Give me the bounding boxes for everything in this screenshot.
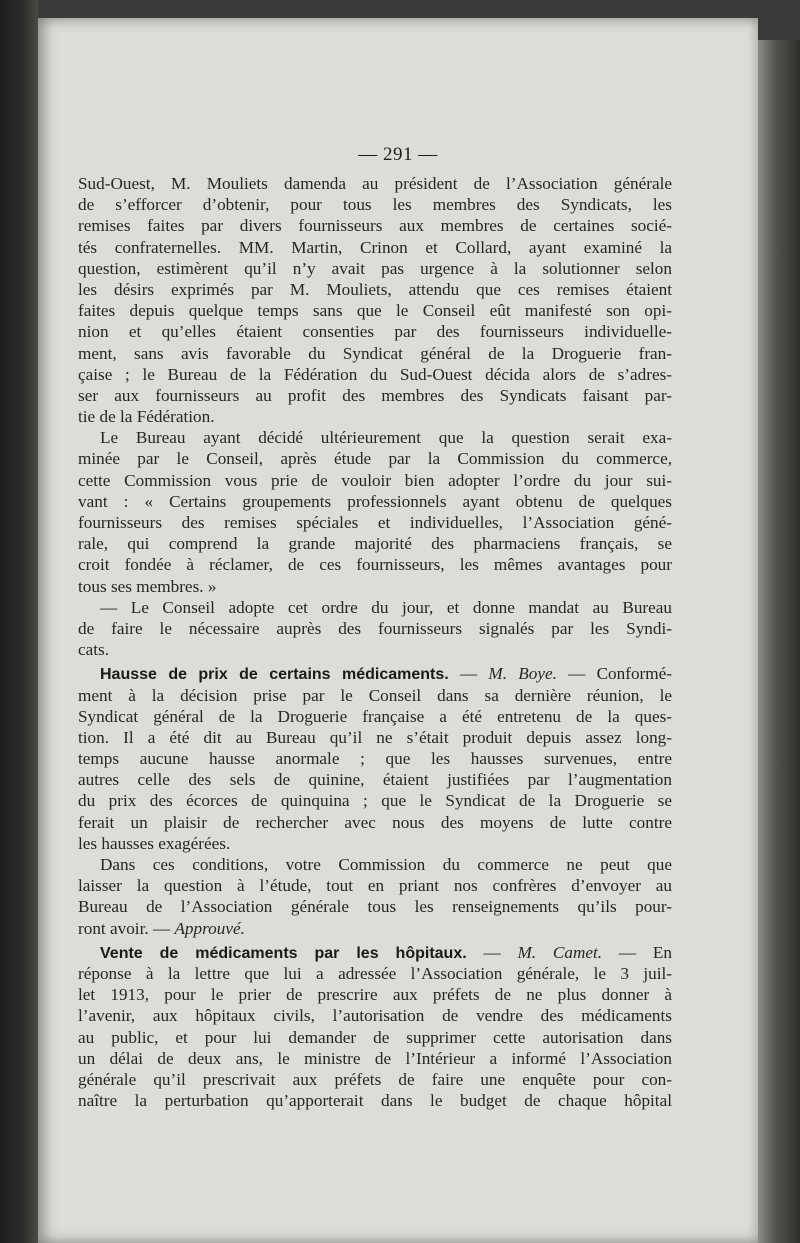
- text-line: de faire le nécessaire auprès des fournisseurs signalés par les Syndi-: [78, 618, 672, 638]
- text-line: fournisseurs des remises spéciales et individuelles, l’Association géné-: [78, 513, 672, 532]
- text-line: Le Bureau ayant décidé ultérieurement que la question serait exa-: [100, 428, 672, 448]
- text-line: croit fondée à réclamer, de ces fournisseurs, les mêmes avantages pour: [78, 555, 672, 575]
- text-line: réponse à la lettre que lui a adressée l’Association générale, le 3 juil-: [78, 963, 672, 983]
- section-vente-hopitaux: [78, 942, 672, 1112]
- text-line: vant : « Certains groupements professionnels ayant obtenu de quelques: [78, 491, 672, 511]
- section-heading: Hausse de prix de certains médicaments.: [100, 666, 449, 684]
- text-line: tie de la Fédération.: [78, 407, 215, 427]
- paragraph: [78, 854, 672, 939]
- text-line: ment à la décision prise par le Conseil dans sa dernière réunion, le: [78, 685, 672, 705]
- text-line: ment, sans avis favorable du Syndicat général de la Droguerie fran-: [78, 343, 672, 363]
- paragraph: [78, 173, 672, 427]
- text-line: tion. Il a été dit au Bureau qu’il ne s’était produit depuis assez long-: [78, 727, 672, 747]
- text-line: autres celle des sels de quinine, étaient justifiées par l’augmentation: [78, 770, 672, 790]
- text-line: temps aucune hausse anormale ; que les hausses survenues, entre: [78, 749, 672, 769]
- section-heading-line: Vente de médicaments par les hôpitaux. — M. Camet. — En: [100, 942, 672, 962]
- text-line: Dans ces conditions, votre Commission du commerce ne peut que: [100, 855, 672, 874]
- text-line: tous ses membres. »: [78, 576, 217, 596]
- paragraph: [78, 597, 672, 661]
- text-line: de s’efforcer d’obtenir, pour tous les membres des Syndicats, les: [78, 195, 672, 215]
- text-line: rale, qui comprend la grande majorité des pharmaciens français, se: [78, 534, 672, 554]
- approval-note: Approuvé.: [174, 918, 245, 938]
- text-fragment: ront avoir. —: [78, 918, 171, 938]
- page-edge-shadow: [758, 40, 800, 1243]
- text-line: remises faites par divers fournisseurs aux membres de certaines socié-: [78, 216, 672, 236]
- text-line: ferait un plaisir de rechercher avec nous des moyens de lutte contre: [78, 812, 672, 832]
- text-line: çaise ; le Bureau de la Fédération du Sud-Ouest décida alors de s’adres-: [78, 364, 672, 384]
- text-line: cats.: [78, 640, 110, 660]
- text-line: nion et qu’elles étaient consenties par des fournisseurs individuelle-: [78, 322, 672, 342]
- section-heading-line: Hausse de prix de certains médicaments. — M. Boye. — Conformé-: [100, 664, 672, 684]
- text-line: Syndicat général de la Droguerie française a été entretenu de la ques-: [78, 706, 672, 726]
- page-sheet: [38, 18, 758, 1243]
- author-name: M. Boye.: [488, 664, 557, 684]
- text-line: Bureau de l’Association générale tous les renseignements qu’ils pour-: [78, 897, 672, 917]
- text-line: ser aux fournisseurs au profit des membres des Syndicats faisant par-: [78, 385, 672, 405]
- text-line: faites depuis quelque temps sans que le Conseil eût manifesté son opi-: [78, 301, 672, 321]
- page-body: [78, 173, 672, 1111]
- page-number: — 291 —: [358, 144, 438, 165]
- text-line: les désirs exprimés par M. Mouliets, attendu que ces remises étaient: [78, 279, 672, 299]
- section-hausse-de-prix: [78, 663, 672, 854]
- text-line: tés confraternelles. MM. Martin, Crinon et Collard, ayant examiné la: [78, 237, 672, 257]
- heading-line-rest: — En: [618, 942, 672, 962]
- text-line: au public, et pour lui demander de supprimer cette autorisation dans: [78, 1027, 672, 1047]
- text-line: — Le Conseil adopte cet ordre du jour, et donne mandat au Bureau: [100, 597, 672, 617]
- text-line: l’avenir, aux hôpitaux civils, l’autorisation de vendre des médicaments: [78, 1006, 672, 1026]
- text-line: Sud-Ouest, M. Mouliets damenda au président de l’Association générale: [78, 174, 672, 193]
- text-line: les hausses exagérées.: [78, 833, 231, 853]
- text-line: naître la perturbation qu’apporterait dans le budget de chaque hôpital: [78, 1091, 672, 1111]
- text-line: générale qu’il prescrivait aux préfets de faire une enquête pour con-: [78, 1069, 672, 1089]
- text-line: minée par le Conseil, après étude par la Commission du commerce,: [78, 449, 672, 469]
- text-line: du prix des écorces de quinquina ; que le Syndicat de la Droguerie se: [78, 791, 672, 811]
- text-line: [78, 918, 672, 939]
- section-heading: Vente de médicaments par les hôpitaux.: [100, 944, 467, 962]
- text-line: cette Commission vous prie de vouloir bien adopter l’ordre du jour sui-: [78, 470, 672, 490]
- text-line: let 1913, pour le prier de prescrire aux préfets de ne plus donner à: [78, 985, 672, 1005]
- paragraph: [78, 427, 672, 597]
- facing-page-edge: [0, 0, 38, 1243]
- author-name: M. Camet.: [517, 942, 603, 962]
- text-line: question, estimèrent qu’il n’y avait pas urgence à la solutionner selon: [78, 258, 672, 278]
- text-line: laisser la question à l’étude, tout en priant nos confrères d’envoyer au: [78, 876, 672, 896]
- heading-line-rest: — Conformé-: [568, 664, 672, 684]
- text-line: un délai de deux ans, le ministre de l’Intérieur a informé l’Association: [78, 1048, 672, 1068]
